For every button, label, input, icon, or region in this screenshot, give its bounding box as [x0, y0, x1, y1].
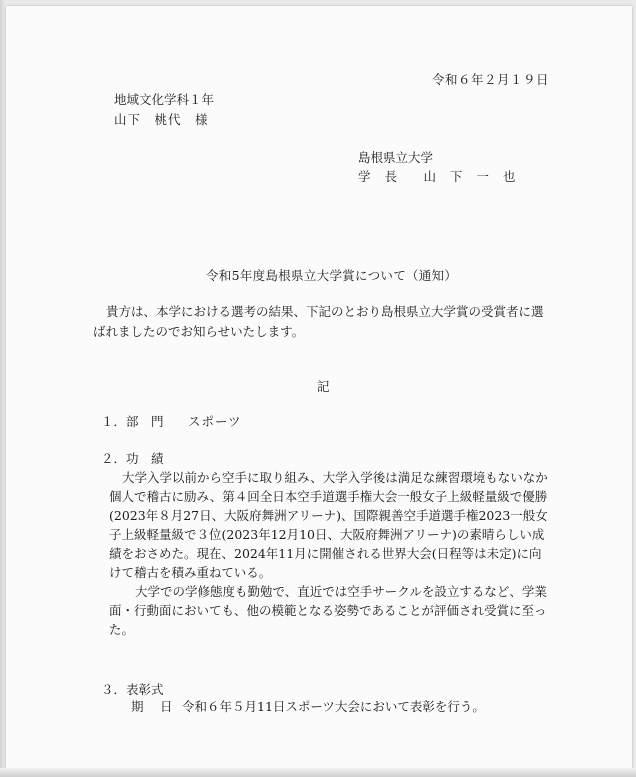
ki-heading: 記 — [317, 379, 330, 394]
section-2-paragraph-1: 大学入学以前から空手に取り組み、大学入学後は満足な練習環境もないなか個人で稽古に励み、第４回全日本空手道選手権大会一般女子上級軽量級で優勝(2023年８月27日、大阪府舞洲アリーナ)、国際親善空手道選手権2023一般女子上級軽量級で３位(2023年12月10日、大阪府舞洲アリーナ)の素晴らしい成績をおさめた。現在、2024年11月に開催される世界大会(日程等は未定)に向けて稽古を積み重ねている。 — [109, 470, 548, 580]
section-2-label: ２．功 績 — [101, 451, 164, 466]
intro-paragraph: 貴方は、本学における選考の結果、下記のとおり島根県立大学賞の受賞者に選ばれましたのでお知らせいたします。 — [93, 304, 544, 339]
sender-title-name: 学 長 山 下 一 也 — [358, 169, 516, 184]
section-3-date-value: 令和６年５月11日スポーツ大会において表彰を行う。 — [182, 699, 485, 714]
page-bottom-shadow — [0, 768, 636, 777]
section-1-label: １．部 門 — [101, 414, 164, 429]
notice-date: 令和６年２月１９日 — [432, 72, 550, 87]
section-1-value: スポーツ — [188, 414, 242, 429]
document-title: 令和5年度島根県立大学賞について（通知） — [206, 268, 458, 283]
section-3-label: ３．表彰式 — [101, 682, 164, 697]
recipient-department: 地域文化学科１年 — [114, 92, 215, 107]
recipient-name: 山下 桃代 様 — [114, 112, 209, 127]
sender-organization: 島根県立大学 — [358, 150, 434, 165]
document-page — [6, 6, 632, 768]
section-2-paragraph-2: 大学での学修態度も勤勉で、直近では空手サークルを設立するなど、学業面・行動面においても、他の模範となる姿勢であることが評価され受賞に至った。 — [109, 584, 547, 637]
section-3-date-key: 期 日 — [131, 699, 175, 714]
